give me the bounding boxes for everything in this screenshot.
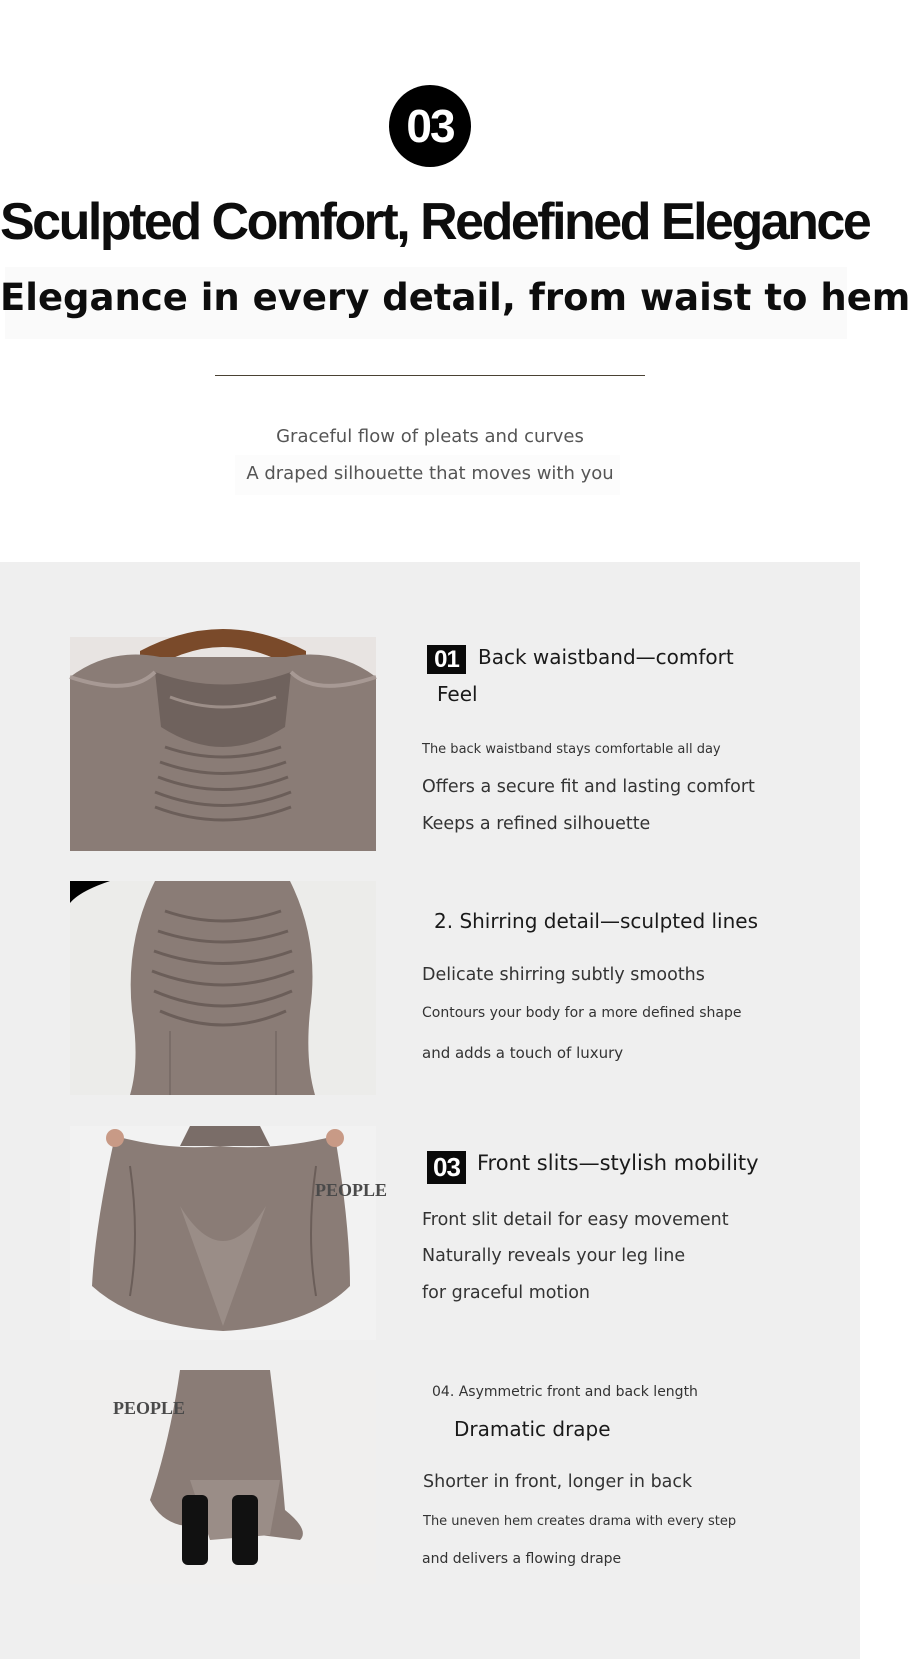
feature-line: Keeps a refined silhouette <box>422 814 651 834</box>
feature-title: Front slits—stylish mobility <box>477 1151 759 1175</box>
feature-line: for graceful motion <box>422 1283 590 1303</box>
feature-line: Offers a secure fit and lasting comfort <box>422 777 755 797</box>
intro-line: Graceful flow of pleats and curves <box>276 426 584 447</box>
waistband-photo <box>70 637 376 851</box>
feature-title: 2. Shirring detail—sculpted lines <box>434 909 759 933</box>
shirring-photo <box>70 881 376 1095</box>
feature-title: Back waistband—comfort <box>478 645 734 669</box>
feature-number-badge: 03 <box>427 1151 466 1184</box>
feature-line: Contours your body for a more defined shape <box>422 1005 742 1021</box>
hero-section <box>0 0 910 562</box>
feature-title: Dramatic drape <box>454 1417 611 1441</box>
feature-line: Delicate shirring subtly smooths <box>422 965 705 985</box>
feature-number-badge: 01 <box>427 645 466 674</box>
feature-line: Shorter in front, longer in back <box>423 1472 693 1492</box>
page-headline: Sculpted Comfort, Redefined Elegance <box>0 193 870 251</box>
asymmetric-hem-photo <box>70 1370 376 1584</box>
watermark-text: PEOPLE <box>113 1398 186 1418</box>
front-slit-photo <box>70 1126 388 1340</box>
feature-line: The back waistband stays comfortable all day <box>422 742 721 757</box>
intro-line: A draped silhouette that moves with you <box>246 463 614 484</box>
feature-line: and adds a touch of luxury <box>422 1044 624 1062</box>
feature-title-small: 04. Asymmetric front and back length <box>432 1384 698 1400</box>
feature-line: The uneven hem creates drama with every step <box>423 1514 737 1529</box>
feature-line: and delivers a flowing drape <box>422 1551 622 1567</box>
feature-title-continued: Feel <box>437 682 478 706</box>
section-divider <box>215 375 645 376</box>
feature-line: Front slit detail for easy movement <box>422 1210 729 1230</box>
section-number-badge: 03 <box>389 85 471 167</box>
page-subheadline: Elegance in every detail, from waist to hem <box>0 276 910 319</box>
feature-line: Naturally reveals your leg line <box>422 1246 686 1266</box>
features-section <box>0 562 860 1659</box>
watermark-text: PEOPLE <box>315 1180 388 1200</box>
